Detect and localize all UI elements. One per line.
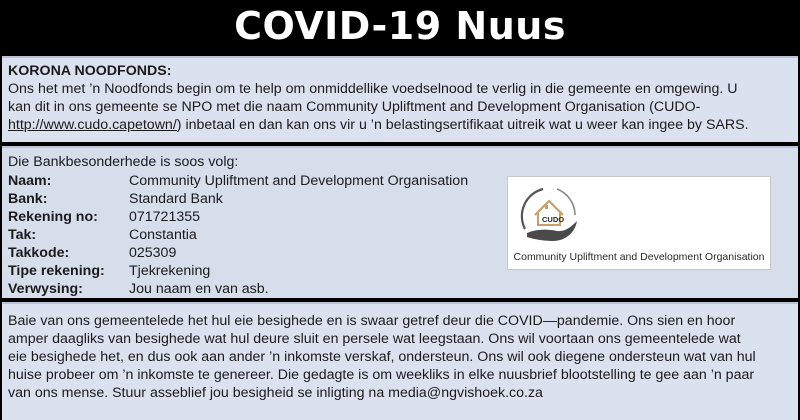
business-line: eie besighede het, en dus ook aan ander ’n inkomste verskaf, ondersteun. Ons wil ook diegene ondersteun wat van hul — [8, 349, 756, 365]
bank-row-value: 025309 — [129, 245, 177, 261]
bank-row-label: Takkode: — [8, 245, 70, 261]
cudo-acronym: CUDO — [542, 215, 565, 224]
bank-intro: Die Bankbesonderhede is soos volg: — [8, 154, 239, 170]
bank-row-value: Tjekrekening — [129, 263, 211, 279]
business-line: van ons mense. Stuur asseblief jou besigheid se inligting na media@ngvishoek.co.za — [8, 385, 543, 401]
bank-details-section — [2, 146, 798, 298]
cudo-logo-mark-icon — [513, 179, 585, 247]
fund-paragraph-line-2: kan dit in ons gemeente se NPO met die naam Community Upliftment and Development Organisation (CUDO- — [8, 99, 701, 115]
business-section — [2, 302, 798, 420]
business-line: huise probeer om ’n inkomste te genereer. Die gedagte is om weekliks in elke nuusbrief blootstelling te gee aan ’n paar — [8, 367, 755, 383]
fund-section — [2, 56, 798, 142]
bank-row-label: Bank: — [8, 191, 48, 207]
cudo-logo — [507, 176, 771, 270]
bank-row-label: Tipe rekening: — [8, 263, 105, 279]
bank-row-label: Verwysing: — [8, 281, 83, 297]
bank-row-value: 071721355 — [129, 209, 201, 225]
header-bar — [0, 0, 800, 52]
cudo-website-link[interactable]: http://www.cudo.capetown/ — [8, 117, 177, 133]
bank-row-value: Constantia — [129, 227, 197, 243]
bank-row-label: Naam: — [8, 173, 52, 189]
bank-row-label: Rekening no: — [8, 209, 98, 225]
bank-row-value: Jou naam en van asb. — [129, 281, 269, 297]
fund-paragraph-line-3 — [8, 116, 792, 134]
fund-paragraph-line-3-rest: ) inbetaal en dan kan ons vir u ’n belastingsertifikaat uitreik wat u weer kan ingee by SARS. — [176, 117, 749, 133]
business-line: Baie van ons gemeentelede het hul eie besighede en is swaar getref deur die COVID—pandemie. Ons sien en hoor — [8, 313, 736, 329]
bank-row-value: Standard Bank — [129, 191, 223, 207]
fund-paragraph-line-1: Ons het met ’n Noodfonds begin om te help om onmiddellike voedselnood te verlig in die gemeente en omgewing. U — [8, 81, 738, 97]
fund-heading: KORONA NOODFONDS: — [8, 63, 172, 79]
bank-row-label: Tak: — [8, 227, 37, 243]
page-title: COVID-19 Nuus — [234, 4, 566, 48]
business-line: amper daagliks van besighede wat hul deure sluit en persele wat leegstaan. Ons wil voortaan ons gemeentelede wat — [8, 331, 741, 347]
bank-row-value: Community Upliftment and Development Organisation — [129, 173, 469, 189]
cudo-logo-caption: Community Upliftment and Development Organisation — [513, 251, 765, 263]
